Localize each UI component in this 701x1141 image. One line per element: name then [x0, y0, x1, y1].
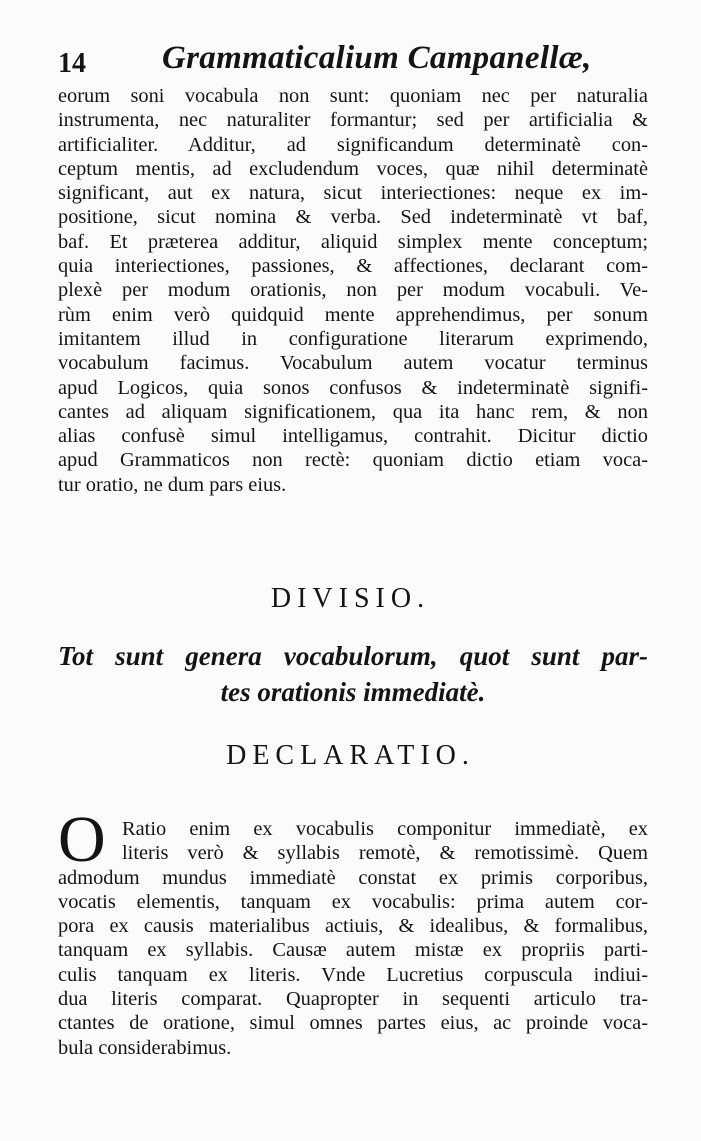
- text-line: artificialiter. Additur, ad significandum determinatè con-: [58, 133, 648, 156]
- text-line: vocatis elementis, tanquam ex vocabulis: prima autem cor-: [58, 890, 648, 913]
- text-line: imitantem illud in configuratione literarum exprimendo,: [58, 327, 648, 350]
- text-line: admodum mundus immediatè constat ex primis corporibus,: [58, 866, 648, 889]
- drop-cap: O: [58, 803, 106, 876]
- text-line: baf. Et præterea additur, aliquid simplex mente conceptum;: [58, 230, 648, 253]
- text-line: apud Grammaticos non rectè: quoniam dictio etiam voca-: [58, 449, 648, 472]
- text-line: alias confusè simul intelligamus, contrahit. Dicitur dictio: [58, 425, 648, 448]
- text-line: rùm enim verò quidquid mente apprehendimus, per sonum: [58, 303, 648, 326]
- text-line: quia interiectiones, passiones, & affectiones, declarant com-: [58, 255, 648, 278]
- page-number: 14: [58, 48, 86, 79]
- section-heading-declaratio: DECLARATIO.: [226, 740, 475, 771]
- text-line: ctantes de oratione, simul omnes partes eius, ac proinde voca-: [58, 1012, 648, 1035]
- thesis-line: Tot sunt genera vocabulorum, quot sunt par-: [58, 641, 648, 671]
- text-line: dua literis comparat. Quapropter in sequenti articulo tra-: [58, 988, 648, 1011]
- text-line: tanquam ex syllabis. Causæ autem mistæ ex propriis parti-: [58, 939, 648, 962]
- text-line: apud Logicos, quia sonos confusos & indeterminatè signifi-: [58, 376, 648, 399]
- text-line: literis verò & syllabis remotè, & remotissimè. Quem: [122, 842, 648, 865]
- text-line: Ratio enim ex vocabulis componitur immediatè, ex: [122, 818, 648, 840]
- paragraph-2: [58, 817, 648, 1060]
- section-heading-divisio: DIVISIO.: [270, 583, 431, 614]
- text-line: tur oratio, ne dum pars eius.: [58, 473, 287, 496]
- text-line: bula considerabimus.: [58, 1036, 232, 1059]
- text-line: vocabulum facimus. Vocabulum autem vocatur terminus: [58, 352, 648, 375]
- text-line: ceptum mentis, ad excludendum voces, quæ nihil determinatè: [58, 157, 648, 180]
- text-line: instrumenta, nec naturaliter formantur; sed per artificialia &: [58, 109, 648, 132]
- text-line: culis tanquam ex literis. Vnde Lucretius corpuscula indiui-: [58, 963, 648, 986]
- paragraph-1: [58, 84, 648, 497]
- thesis-statement: [58, 638, 648, 710]
- page-header: [58, 40, 658, 80]
- text-line: plexè per modum orationis, non per modum vocabuli. Ve-: [58, 279, 648, 302]
- text-line: eorum soni vocabula non sunt: quoniam nec per naturalia: [58, 85, 648, 107]
- running-title: Grammaticalium Campanellæ,: [162, 40, 592, 76]
- text-line: pora ex causis materialibus actiuis, & idealibus, & formalibus,: [58, 915, 648, 938]
- text-line: significant, aut ex natura, sicut interiectiones: neque ex im-: [58, 182, 648, 205]
- text-line: positione, sicut nomina & verba. Sed indeterminatè vt baf,: [58, 206, 648, 229]
- text-line: cantes ad aliquam significationem, qua ita hanc rem, & non: [58, 400, 648, 423]
- thesis-line: tes orationis immediatè.: [220, 677, 486, 707]
